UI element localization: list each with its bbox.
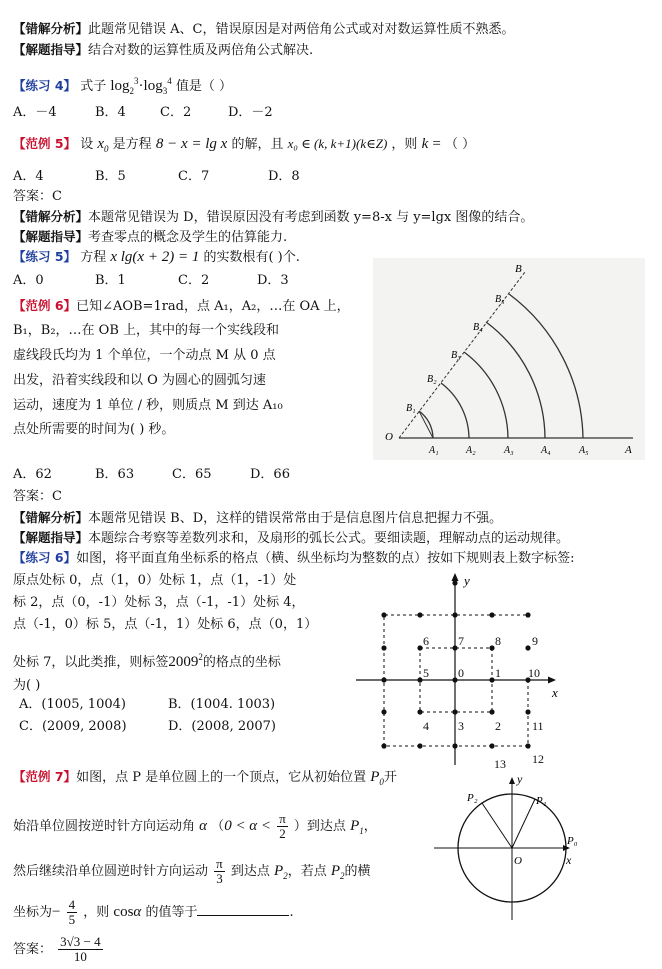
error-analysis-tag: 【错解分析】: [13, 21, 89, 36]
practice5-text-b: 的实数根有( )个.: [203, 250, 300, 265]
grid-label-12: 12: [532, 752, 544, 766]
example5-x0: $x_0$: [97, 136, 109, 154]
example7-line1-a: 如图，点 P 是单位圆上的一个顶点，它从初始位置: [76, 770, 367, 785]
example7-tag: 【范例 7】: [13, 769, 77, 784]
ray-op2: [482, 803, 512, 848]
practice5-tag: 【练习 5】: [13, 249, 77, 264]
example6-line-3: 虚线段氏均为 1 个单位，一个动点 M 从 0 点: [13, 348, 276, 363]
practice4-option-b: B．4: [95, 105, 126, 120]
practice4-text-before: 式子: [80, 79, 107, 94]
arc-3: [464, 352, 508, 438]
example6-tag: 【范例 6】: [13, 298, 77, 313]
example7-line-2: 始沿单位圆按逆时针方向运动角 α （0 < α < $\frac{\pi}{2}$ ）到达点 $P_1$，: [13, 811, 377, 841]
example5-guide-row: [13, 228, 287, 247]
practice5-equation: x lg(x + 2) = 1: [110, 249, 200, 265]
example7-minus-four-fifths: $\frac{4}{5}$: [68, 897, 76, 927]
practice6-option-a: A．(1005, 1004): [19, 697, 126, 712]
example7-minus: −: [52, 904, 61, 920]
label-p2: P₂: [467, 792, 478, 804]
example5-text-d: ，则: [391, 137, 418, 152]
example7-line4-b: ，则: [83, 905, 110, 920]
example7-p2-a: $P_2$: [274, 863, 288, 881]
label-a2: A₂: [466, 445, 476, 456]
label-a1: A₁: [429, 445, 439, 456]
grid-label-4: 4: [423, 719, 429, 733]
grid-label-6: 6: [423, 634, 429, 648]
practice6-option-b: B．(1004. 1003): [168, 697, 276, 712]
example7-answer-blank: [197, 901, 289, 916]
grid-label-1: 1: [495, 666, 501, 680]
y-axis-arrow-icon: [452, 573, 459, 581]
arc-4: [486, 322, 545, 438]
example7-line3-a: 然后继续沿单位圆逆时针方向运动: [13, 864, 209, 879]
label-a5: A₅: [579, 445, 589, 456]
practice6-lattice-figure: [352, 565, 577, 773]
practice6-line-3: 点（-1，0）标 5，点（-1，1）处标 6，点（0，1）: [13, 617, 318, 632]
example7-answer-fraction: [58, 935, 102, 964]
example6-error-tag: 【错解分析】: [13, 510, 89, 525]
example5-option-b: B．5: [95, 169, 126, 184]
example7-line2-a: 始沿单位圆按逆时针方向运动角: [13, 819, 196, 834]
example5-eq-sign: =: [432, 136, 441, 152]
example7-p0: $P_0$: [370, 769, 384, 787]
example6-guide-text: 本题综合考察等差数列求和，及扇形的弧长公式。要细读题，理解动点的运动规律。: [88, 531, 570, 546]
example7-answer-numerator: 3√3 − 4: [60, 934, 101, 949]
lattice-spiral-diagram: [352, 565, 577, 773]
example7-unit-circle-figure: [432, 772, 584, 922]
grid-label-2: 2: [495, 719, 501, 733]
example5-question: [13, 135, 475, 158]
label-a: A: [625, 444, 632, 456]
practice6-option-d: D．(2008, 2007): [168, 719, 276, 734]
example5-text-a: 设: [80, 137, 94, 152]
practice6-q-a: 处标 7，以此类推，则标签: [13, 655, 169, 670]
example5-error-row: [13, 208, 533, 227]
example6-answer: 答案：C: [13, 489, 62, 504]
example7-pi-over-2: $\frac{\pi}{2}$: [279, 811, 286, 841]
example5-error-text: 本题常见错误为 D，错误原因没有考虑到函数 y=8-x 与 y=lgx 图像的结合。: [88, 210, 534, 225]
example6-figure: [373, 258, 645, 460]
example5-option-a: A．4: [13, 169, 44, 184]
example6-option-c: C．65: [172, 467, 212, 482]
practice4-text-after: 值是（ ）: [175, 79, 232, 94]
example5-tail: （ ）: [445, 137, 476, 152]
grid-label-10: 10: [528, 666, 540, 680]
label-o: O: [385, 431, 393, 443]
example7-answer-denominator: 10: [73, 949, 87, 964]
label-a4: A₄: [541, 445, 551, 456]
example5-condition: x₀ ∈ (k, k+1)(k∈Z): [287, 136, 388, 151]
arc-2: [441, 383, 469, 438]
grid-label-3: 3: [458, 719, 464, 733]
example6-error-row: [13, 509, 502, 528]
label-a3: A₃: [504, 445, 514, 456]
example7-p2-b: $P_2$: [330, 863, 345, 881]
practice4-question: [13, 72, 232, 100]
example6-error-text: 本题常见错误 B、D，这样的错误常常由于是信息图片信息把握力不强。: [88, 511, 503, 526]
example7-answer: [13, 935, 105, 964]
example6-arc-diagram: [373, 258, 645, 460]
label-axis-y: y: [517, 772, 523, 786]
practice5-option-a: A．0: [13, 273, 44, 288]
practice6-line-2: 标 2，点（0，-1）处标 3，点（-1，-1）处标 4，: [13, 595, 305, 610]
example5-guide-tag: 【解题指导】: [13, 229, 89, 244]
example7-range: 0 < α <: [224, 818, 272, 834]
example5-text-c: 的解，且: [231, 137, 284, 152]
solution-guide-row: [13, 41, 313, 60]
practice6-q-number: 2009$^2$: [168, 652, 203, 670]
practice6-line-5: 为( ): [13, 678, 41, 693]
example6-option-d: D．66: [250, 467, 290, 482]
practice4-option-a: A．－4: [13, 105, 57, 120]
axis-label-y: y: [464, 573, 470, 588]
practice6-line-4: [13, 648, 281, 672]
example7-line4-d: .: [289, 905, 294, 920]
solution-guide-text: 结合对数的运算性质及两倍角公式解决.: [88, 43, 314, 58]
example6-line-6: 点处所需要的时间为( ) 秒。: [13, 422, 175, 437]
example7-line3-b: 到达点: [230, 864, 270, 879]
label-b: B: [515, 263, 522, 275]
example7-line4-a: 坐标为: [13, 905, 53, 920]
circle-y-arrow-icon: [509, 777, 515, 784]
grid-label-0: 0: [458, 666, 464, 680]
example5-k: k: [421, 136, 429, 152]
grid-label-8: 8: [495, 634, 501, 648]
example5-option-d: D．8: [268, 169, 300, 184]
example7-p1: $P_1$: [350, 818, 364, 836]
example7-line2-b: （: [211, 819, 225, 834]
arc-5: [509, 294, 583, 438]
practice5-option-c: C．2: [178, 273, 210, 288]
practice4-tag: 【练习 4】: [13, 78, 77, 93]
practice5-option-b: B．1: [95, 273, 126, 288]
solution-guide-tag: 【解题指导】: [13, 42, 89, 57]
error-analysis-text: 此题常见错误 A、C，错误原因是对两倍角公式或对对数运算性质不熟悉。: [88, 22, 515, 37]
example6-line-4: 出发，沿着实线段和以 O 为圆心的圆弧匀速: [13, 373, 266, 388]
practice6-tag: 【练习 6】: [13, 550, 77, 565]
practice6-q-b: 的格点的坐标: [202, 655, 281, 670]
label-b2: B₂: [427, 374, 437, 385]
example6-line-1: [13, 297, 350, 316]
x-axis-arrow-icon: [548, 677, 556, 684]
example6-option-b: B．63: [95, 467, 135, 482]
label-b5: B₅: [495, 294, 505, 305]
example7-cos-alpha: cosα: [113, 904, 142, 920]
example6-option-a: A．62: [13, 467, 52, 482]
example7-line4-c: 的值等于: [145, 905, 198, 920]
practice5-option-d: D．3: [257, 273, 289, 288]
example5-option-c: C．7: [178, 169, 210, 184]
label-b3: B₃: [451, 350, 461, 361]
practice5-question: [13, 248, 300, 267]
practice6-line-0-text: 如图，将平面直角坐标系的格点（横、纵坐标均为整数的点）按如下规则表上数字标签:: [76, 551, 575, 566]
example7-line-1: [13, 768, 397, 791]
lattice-dots: [381, 580, 530, 748]
unit-circle-diagram: [432, 772, 584, 922]
grid-label-5: 5: [423, 666, 429, 680]
example7-line1-b: 开: [383, 770, 397, 785]
example7-line-3: [13, 857, 371, 886]
label-b4: B₄: [473, 322, 483, 333]
practice6-option-c: C．(2009, 2008): [19, 719, 127, 734]
example7-answer-label: 答案：: [13, 942, 53, 957]
example5-tag: 【范例 5】: [13, 136, 77, 151]
practice4-option-d: D．－2: [228, 105, 273, 120]
practice5-text-a: 方程: [80, 250, 107, 265]
example7-line3-d: 的横: [344, 864, 371, 879]
practice4-expression: $\log_2^3\cdot\log_3^4$: [110, 76, 172, 96]
example6-line-5: 运动，速度为 1 单位 / 秒，则质点 M 到达 A₁₀: [13, 398, 283, 413]
example7-pi-over-3: $\frac{\pi}{3}$: [216, 856, 223, 886]
example5-text-b: 是方程: [112, 137, 152, 152]
ray-op1: [512, 799, 535, 848]
label-p0: P₀: [567, 835, 578, 847]
example7-line2-c: ）到达点: [293, 819, 346, 834]
example6-line-2: B₁，B₂，…在 OB 上，其中的每一个实线段和: [13, 323, 280, 338]
label-b1: B₁: [406, 403, 416, 414]
grid-label-9: 9: [532, 634, 538, 648]
example6-text-1: 已知∠AOB=1rad，点 A₁，A₂，…在 OA 上，: [76, 299, 350, 314]
label-origin: O: [514, 855, 522, 867]
example7-line-4: [13, 898, 294, 927]
axis-label-x: x: [552, 685, 558, 700]
example6-guide-tag: 【解题指导】: [13, 530, 89, 545]
example7-line3-c: ，若点: [287, 864, 327, 879]
ray-ob: [399, 272, 525, 438]
label-axis-x: x: [566, 853, 572, 867]
example5-equation: 8 − x = lg x: [155, 136, 228, 152]
grid-label-11: 11: [532, 719, 544, 733]
example5-error-tag: 【错解分析】: [13, 209, 89, 224]
practice6-line-1: 原点处标 0，点（1，0）处标 1，点（1，-1）处: [13, 573, 297, 588]
error-analysis-row: [13, 20, 514, 39]
example7-alpha: α: [199, 818, 208, 834]
practice4-option-c: C．2: [160, 105, 192, 120]
example5-answer: 答案：C: [13, 189, 62, 204]
example5-guide-text: 考查零点的概念及学生的估算能力.: [88, 230, 288, 245]
grid-label-7: 7: [458, 634, 464, 648]
label-p1: P₁: [536, 795, 547, 807]
example6-guide-row: [13, 529, 569, 548]
grid-label-13: 13: [494, 757, 506, 771]
